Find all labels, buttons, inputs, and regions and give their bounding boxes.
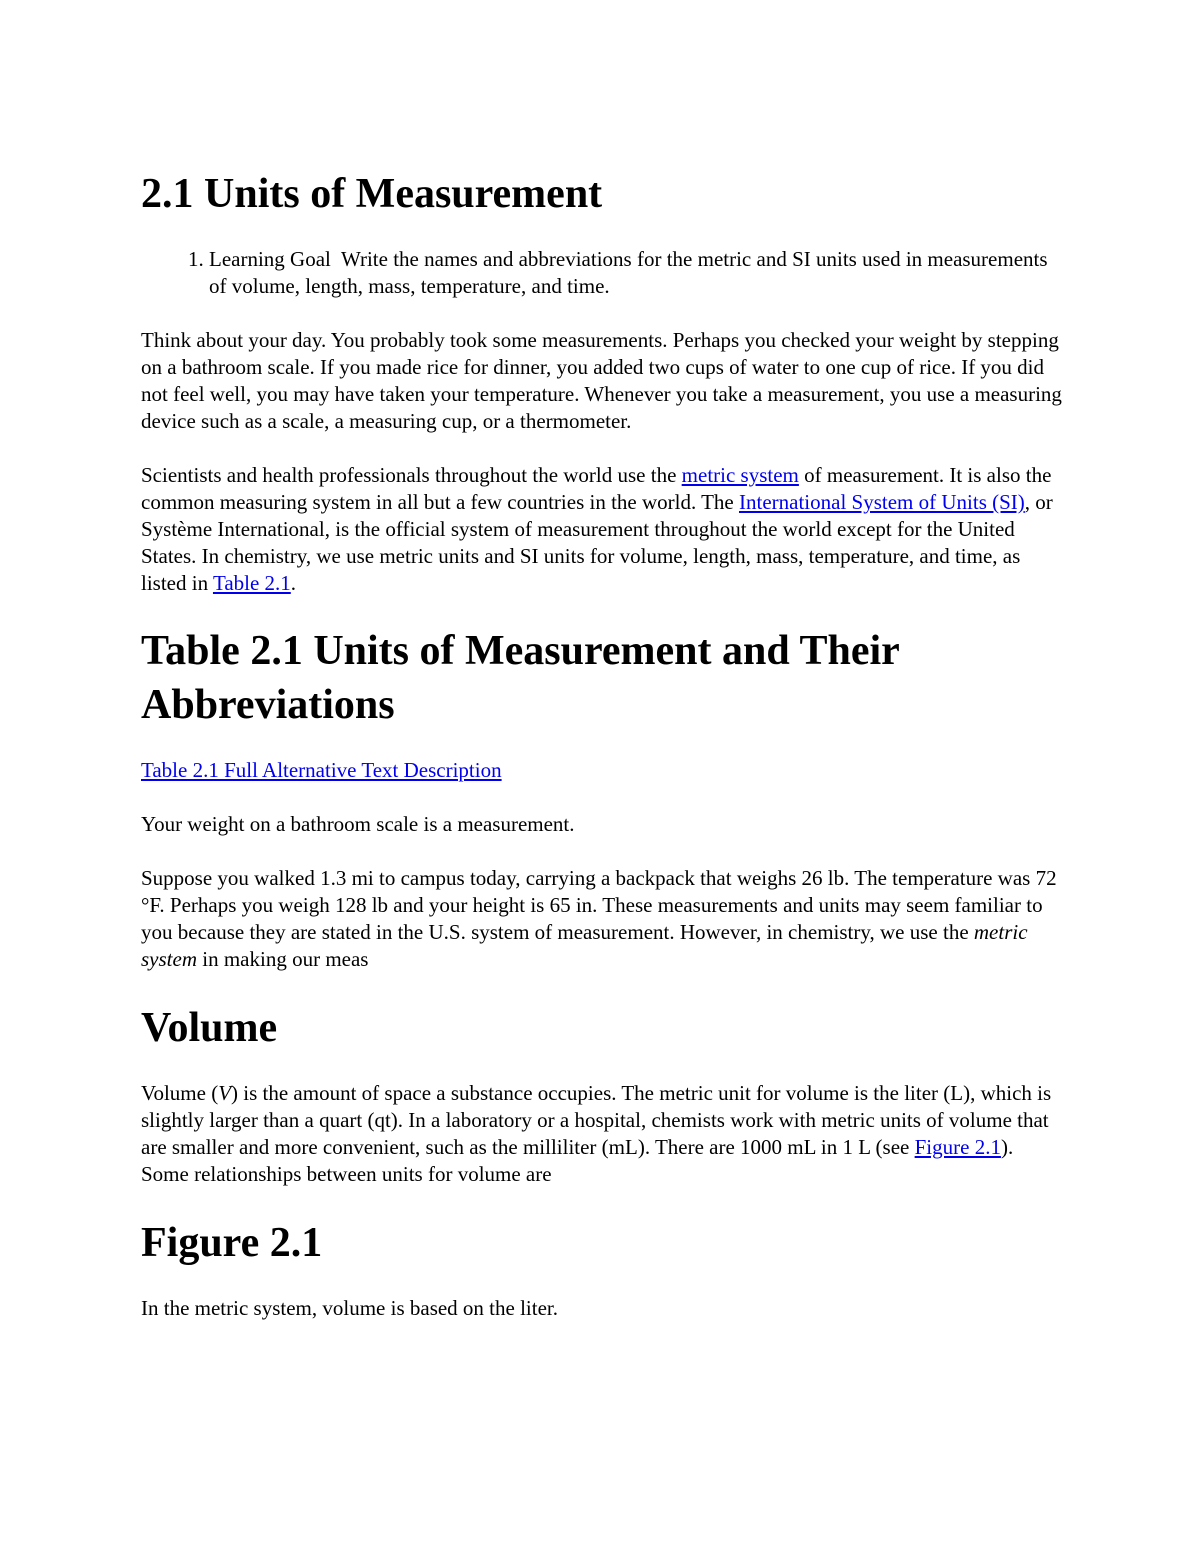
figure-heading: Figure 2.1 [141, 1220, 323, 1266]
metric-system-emphasis: metric system [141, 920, 1028, 971]
volume-symbol: V [218, 1081, 232, 1105]
suppose-text: Suppose you walked 1.3 mi to campus today, carrying a backpack that weighs 26 lb. The temperature was 72 °F. Perhaps you weigh 128 lb and your height is 65 in. These measurements and units may seem familiar to you because they are stated in the U.S. system of measurement. However, in chemistry, we use the [141, 866, 1057, 944]
learning-goal-list [141, 246, 1066, 300]
metric-text-1: Scientists and health professionals throughout the world use the [141, 463, 682, 487]
table-alt-text-paragraph [141, 757, 1066, 784]
volume-text-2: ) is the amount of space a substance occupies. The metric unit for volume is the liter (L), which is slightly larger than a quart (qt). In a laboratory or a hospital, chemists work with metric units of volume that are smaller and more convenient, such as the milliliter (mL). There are 1000 mL in 1 L (see [141, 1081, 1052, 1159]
learning-goal-label: Learning Goal [209, 247, 331, 271]
suppose-tail: in making our meas [197, 947, 369, 971]
document-page [141, 166, 1066, 1349]
metric-text-2: of measurement. It is also the common measuring system in all but a few countries in the world. The [141, 463, 1052, 514]
intro-paragraph: Think about your day. You probably took some measurements. Perhaps you checked your weight by stepping on a bathroom scale. If you made rice for dinner, you added two cups of water to one cup of rice. If you did not feel well, you may have taken your temperature. Whenever you take a measurement, you use a measuring device such as a scale, a measuring cup, or a thermometer. [141, 328, 1062, 433]
learning-goal-item [209, 246, 1066, 300]
figure-2-1-link[interactable]: Figure 2.1 [914, 1135, 1001, 1159]
metric-text-4: . [290, 571, 297, 595]
volume-paragraph [141, 1080, 1066, 1188]
volume-text-1: Volume ( [141, 1081, 219, 1105]
table-heading: Table 2.1 Units of Measurement and Their Abbreviations [141, 628, 900, 728]
page-title: 2.1 Units of Measurement [141, 171, 603, 217]
metric-system-link[interactable]: metric system [681, 463, 799, 487]
metric-paragraph [141, 462, 1066, 597]
table-alt-text-link[interactable]: Table 2.1 Full Alternative Text Description [141, 758, 502, 782]
metric-text-3: , or Système International, is the official system of measurement throughout the world except for the United States. In chemistry, we use metric units and SI units for volume, length, mass, temperature, and time, as listed in [141, 490, 1053, 595]
si-units-link[interactable]: International System of Units (SI) [739, 490, 1025, 514]
scale-caption: Your weight on a bathroom scale is a measurement. [141, 812, 575, 836]
volume-heading: Volume [141, 1005, 278, 1051]
figure-caption: In the metric system, volume is based on the liter. [141, 1296, 558, 1320]
volume-text-3: ). Some relationships between units for volume are [141, 1135, 1014, 1186]
table-2-1-link[interactable]: Table 2.1 [212, 571, 291, 595]
suppose-paragraph [141, 865, 1066, 973]
learning-goal-text: Write the names and abbreviations for the metric and SI units used in measurements of volume, length, mass, temperature, and time. [209, 247, 1048, 298]
